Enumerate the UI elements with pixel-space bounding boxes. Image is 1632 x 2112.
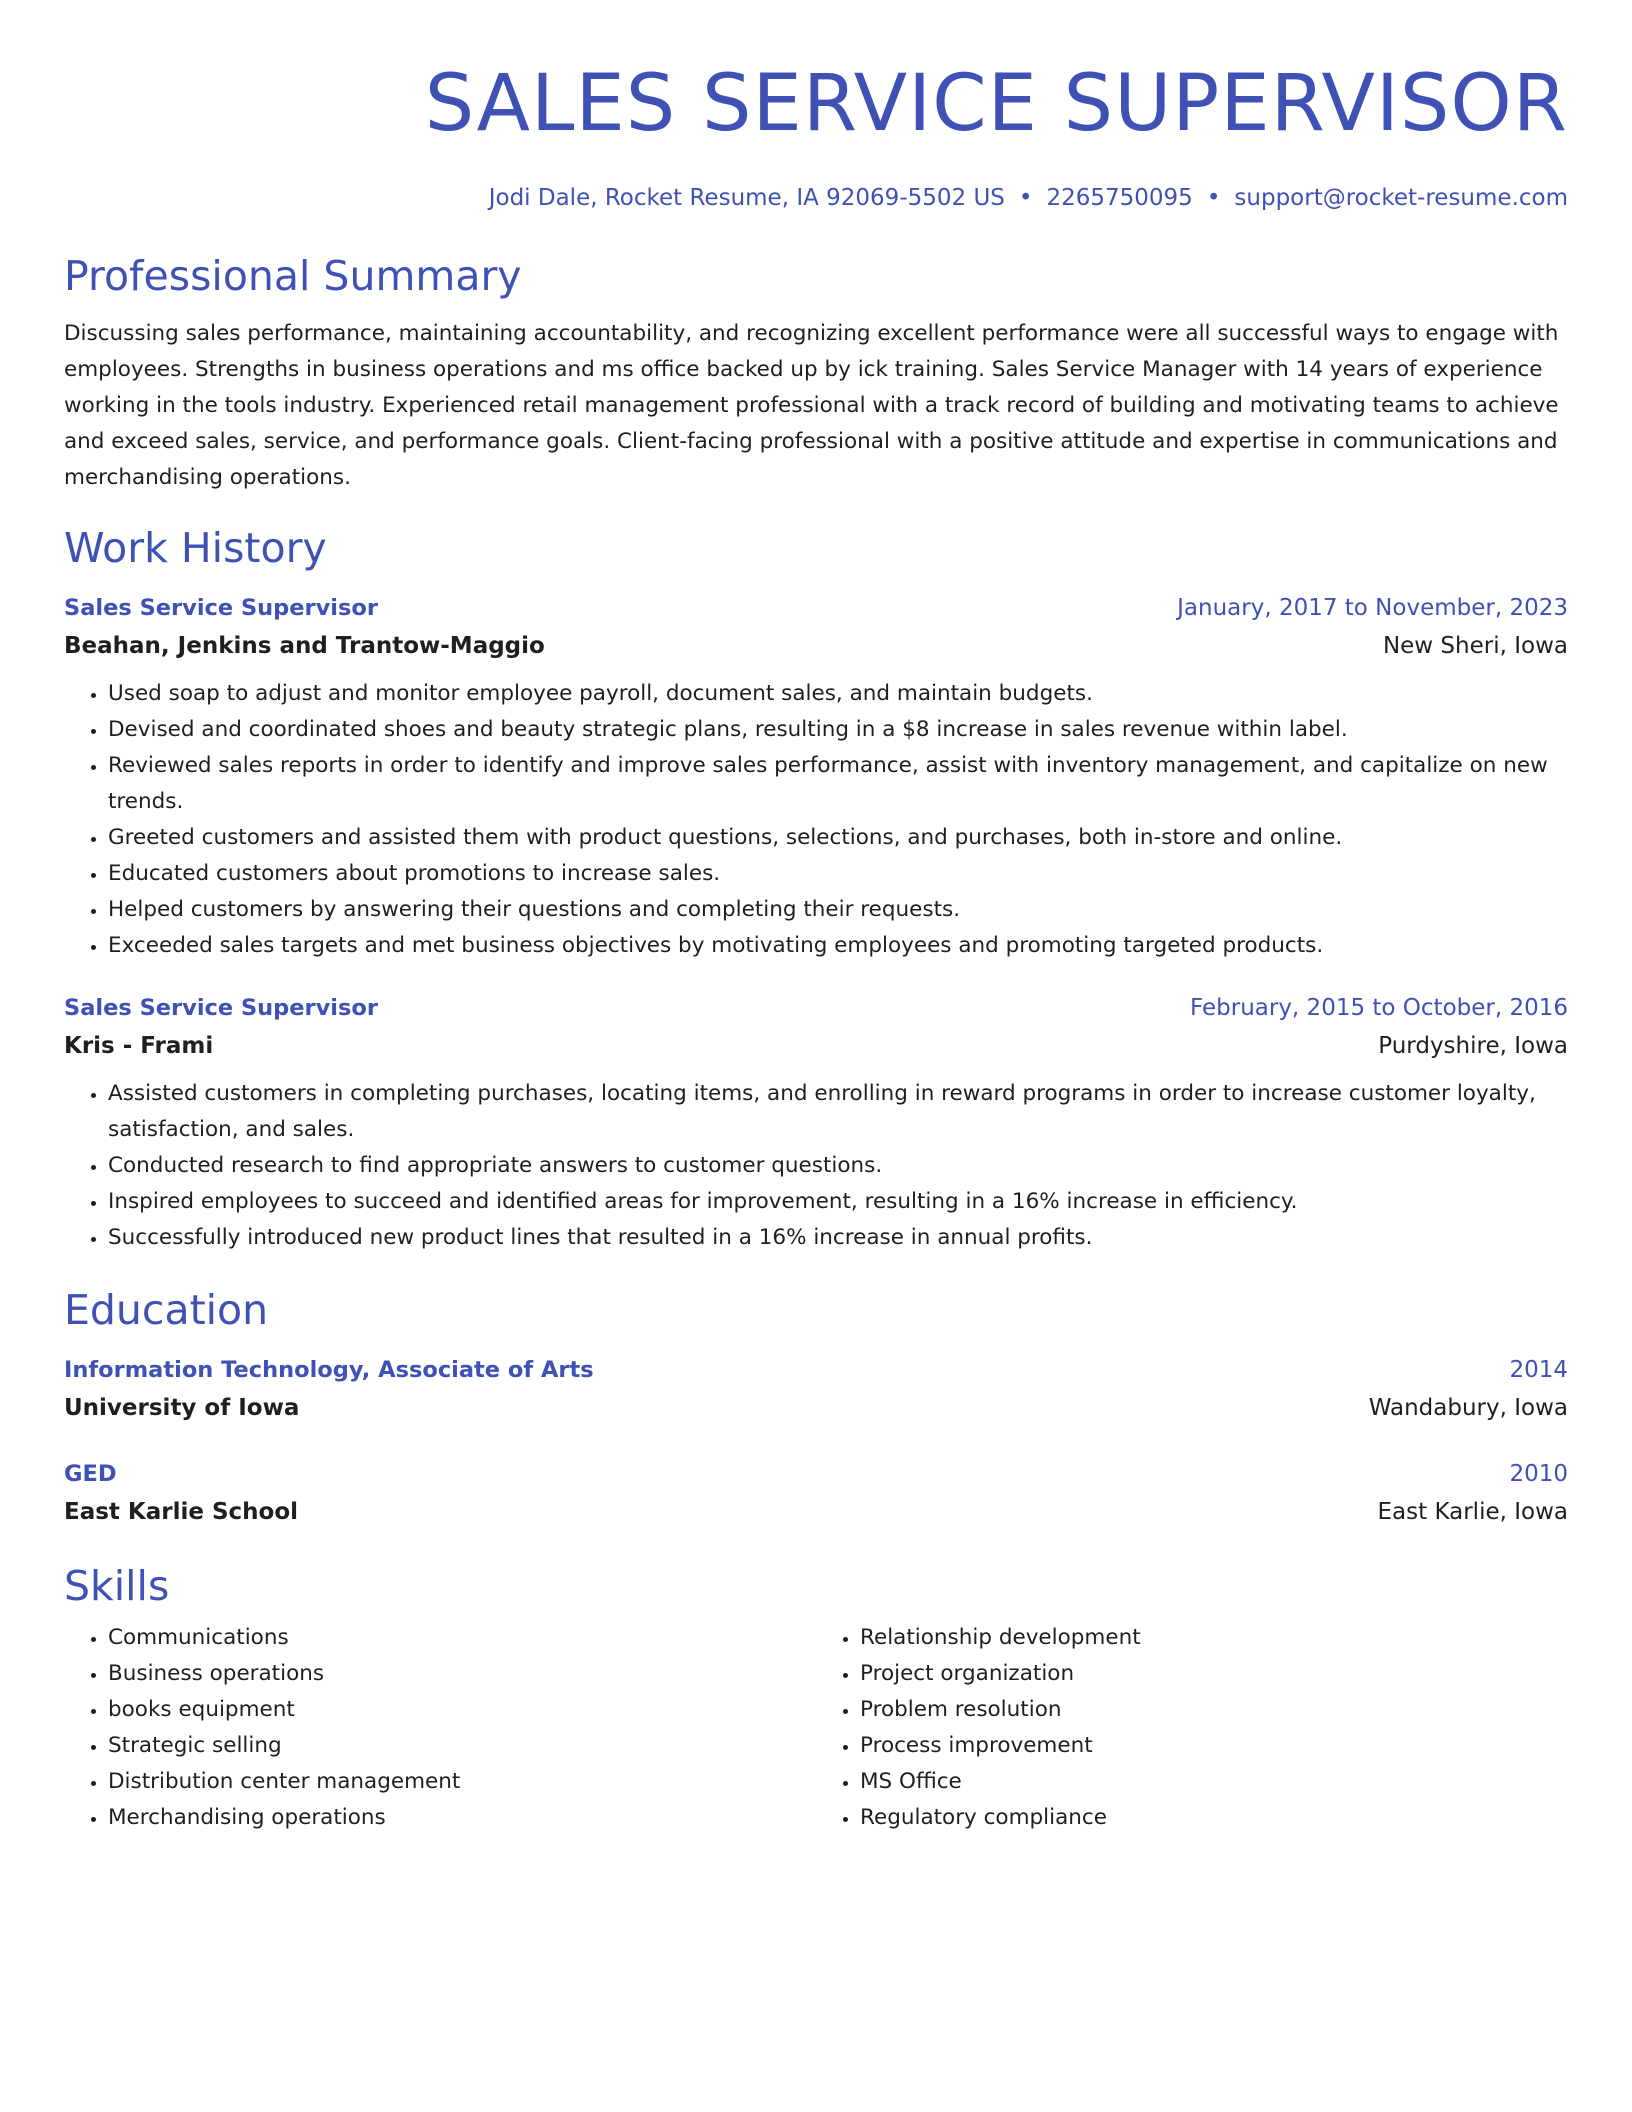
job-role: Sales Service Supervisor bbox=[64, 595, 378, 621]
job-entry bbox=[64, 590, 1568, 964]
job-bullet: • Conducted research to find appropriate answers to customer questions. bbox=[108, 1148, 1568, 1184]
summary-text: Discussing sales performance, maintaining accountability, and recognizing excellent performance were all successful ways to engage with employees. Strengths in business operations and ms office backed up by ick training. Sales Service Manager with 14 years of experience working in the tools industry. Experienced retail management professional with a track record of building and motivating teams to achieve and exceed sales, service, and performance goals. Client-facing professional with a positive attitude and expertise in communications and merchandising operations. bbox=[64, 321, 1559, 490]
skill-item: • Process improvement bbox=[860, 1728, 1568, 1764]
skill-item: • Problem resolution bbox=[860, 1692, 1568, 1728]
education-header-row bbox=[64, 1352, 1568, 1388]
page-title: SALES SERVICE SUPERVISOR bbox=[424, 59, 1568, 149]
job-bullet: • Assisted customers in completing purchases, locating items, and enrolling in reward programs in order to increase customer loyalty, satisfaction, and sales. bbox=[108, 1076, 1568, 1148]
job-dates: January, 2017 to November, 2023 bbox=[1177, 595, 1568, 621]
contact-phone[interactable]: 2265750095 bbox=[1046, 185, 1193, 211]
job-bullet: • Greeted customers and assisted them with product questions, selections, and purchases, both in-store and online. bbox=[108, 820, 1568, 856]
skills-heading: Skills bbox=[64, 1562, 170, 1610]
job-company-row bbox=[64, 626, 1568, 666]
skill-item: • Regulatory compliance bbox=[860, 1800, 1568, 1836]
skill-item: • books equipment bbox=[108, 1692, 816, 1728]
education-school-row bbox=[64, 1492, 1568, 1532]
contact-separator: • bbox=[1206, 185, 1221, 211]
skill-item: • MS Office bbox=[860, 1764, 1568, 1800]
resume-page bbox=[64, 0, 1568, 1836]
contact-line bbox=[64, 182, 1568, 214]
skill-item: • Merchandising operations bbox=[108, 1800, 816, 1836]
education-entry bbox=[64, 1352, 1568, 1428]
job-bullet: • Exceeded sales targets and met business objectives by motivating employees and promoting targeted products. bbox=[108, 928, 1568, 964]
education-year: 2014 bbox=[1509, 1357, 1568, 1383]
skills-columns bbox=[64, 1620, 1568, 1836]
job-bullet: • Reviewed sales reports in order to identify and improve sales performance, assist with inventory management, and capitalize on new trends. bbox=[108, 748, 1568, 820]
skill-item: • Relationship development bbox=[860, 1620, 1568, 1656]
education-location: Wandabury, Iowa bbox=[1368, 1395, 1568, 1421]
skill-item: • Business operations bbox=[108, 1656, 816, 1692]
skill-item: • Project organization bbox=[860, 1656, 1568, 1692]
job-company: Kris - Frami bbox=[64, 1033, 214, 1059]
summary-heading: Professional Summary bbox=[64, 252, 522, 300]
job-role: Sales Service Supervisor bbox=[64, 995, 378, 1021]
education-school: University of Iowa bbox=[64, 1395, 300, 1421]
job-location: New Sheri, Iowa bbox=[1382, 633, 1568, 659]
education-degree: GED bbox=[64, 1461, 117, 1487]
education-degree: Information Technology, Associate of Arts bbox=[64, 1357, 594, 1383]
job-bullet: • Used soap to adjust and monitor employee payroll, document sales, and maintain budgets. bbox=[108, 676, 1568, 712]
job-bullet: • Inspired employees to succeed and identified areas for improvement, resulting in a 16% increase in efficiency. bbox=[108, 1184, 1568, 1220]
job-bullet: • Educated customers about promotions to increase sales. bbox=[108, 856, 1568, 892]
skills-list-right bbox=[816, 1620, 1568, 1836]
skill-item: • Distribution center management bbox=[108, 1764, 816, 1800]
work-history-heading: Work History bbox=[64, 524, 327, 572]
job-header-row bbox=[64, 590, 1568, 626]
education-entry bbox=[64, 1456, 1568, 1532]
job-entry bbox=[64, 990, 1568, 1256]
job-bullets bbox=[64, 1076, 1568, 1256]
job-header-row bbox=[64, 990, 1568, 1026]
job-bullet: • Devised and coordinated shoes and beauty strategic plans, resulting in a $8 increase in sales revenue within label. bbox=[108, 712, 1568, 748]
skills-list-left bbox=[64, 1620, 816, 1836]
education-school-row bbox=[64, 1388, 1568, 1428]
job-dates: February, 2015 to October, 2016 bbox=[1190, 995, 1568, 1021]
skill-item: • Communications bbox=[108, 1620, 816, 1656]
education-year: 2010 bbox=[1509, 1461, 1568, 1487]
contact-address: Jodi Dale, Rocket Resume, IA 92069-5502 US bbox=[488, 185, 1005, 211]
job-location: Purdyshire, Iowa bbox=[1378, 1033, 1568, 1059]
contact-email[interactable]: support@rocket-resume.com bbox=[1234, 185, 1568, 211]
job-bullet: • Helped customers by answering their questions and completing their requests. bbox=[108, 892, 1568, 928]
job-bullet: • Successfully introduced new product lines that resulted in a 16% increase in annual profits. bbox=[108, 1220, 1568, 1256]
education-school: East Karlie School bbox=[64, 1499, 299, 1525]
job-company-row bbox=[64, 1026, 1568, 1066]
education-header-row bbox=[64, 1456, 1568, 1492]
contact-separator: • bbox=[1018, 185, 1033, 211]
job-bullets bbox=[64, 676, 1568, 964]
education-heading: Education bbox=[64, 1286, 269, 1334]
education-location: East Karlie, Iowa bbox=[1377, 1499, 1568, 1525]
job-company: Beahan, Jenkins and Trantow-Maggio bbox=[64, 633, 545, 659]
skill-item: • Strategic selling bbox=[108, 1728, 816, 1764]
